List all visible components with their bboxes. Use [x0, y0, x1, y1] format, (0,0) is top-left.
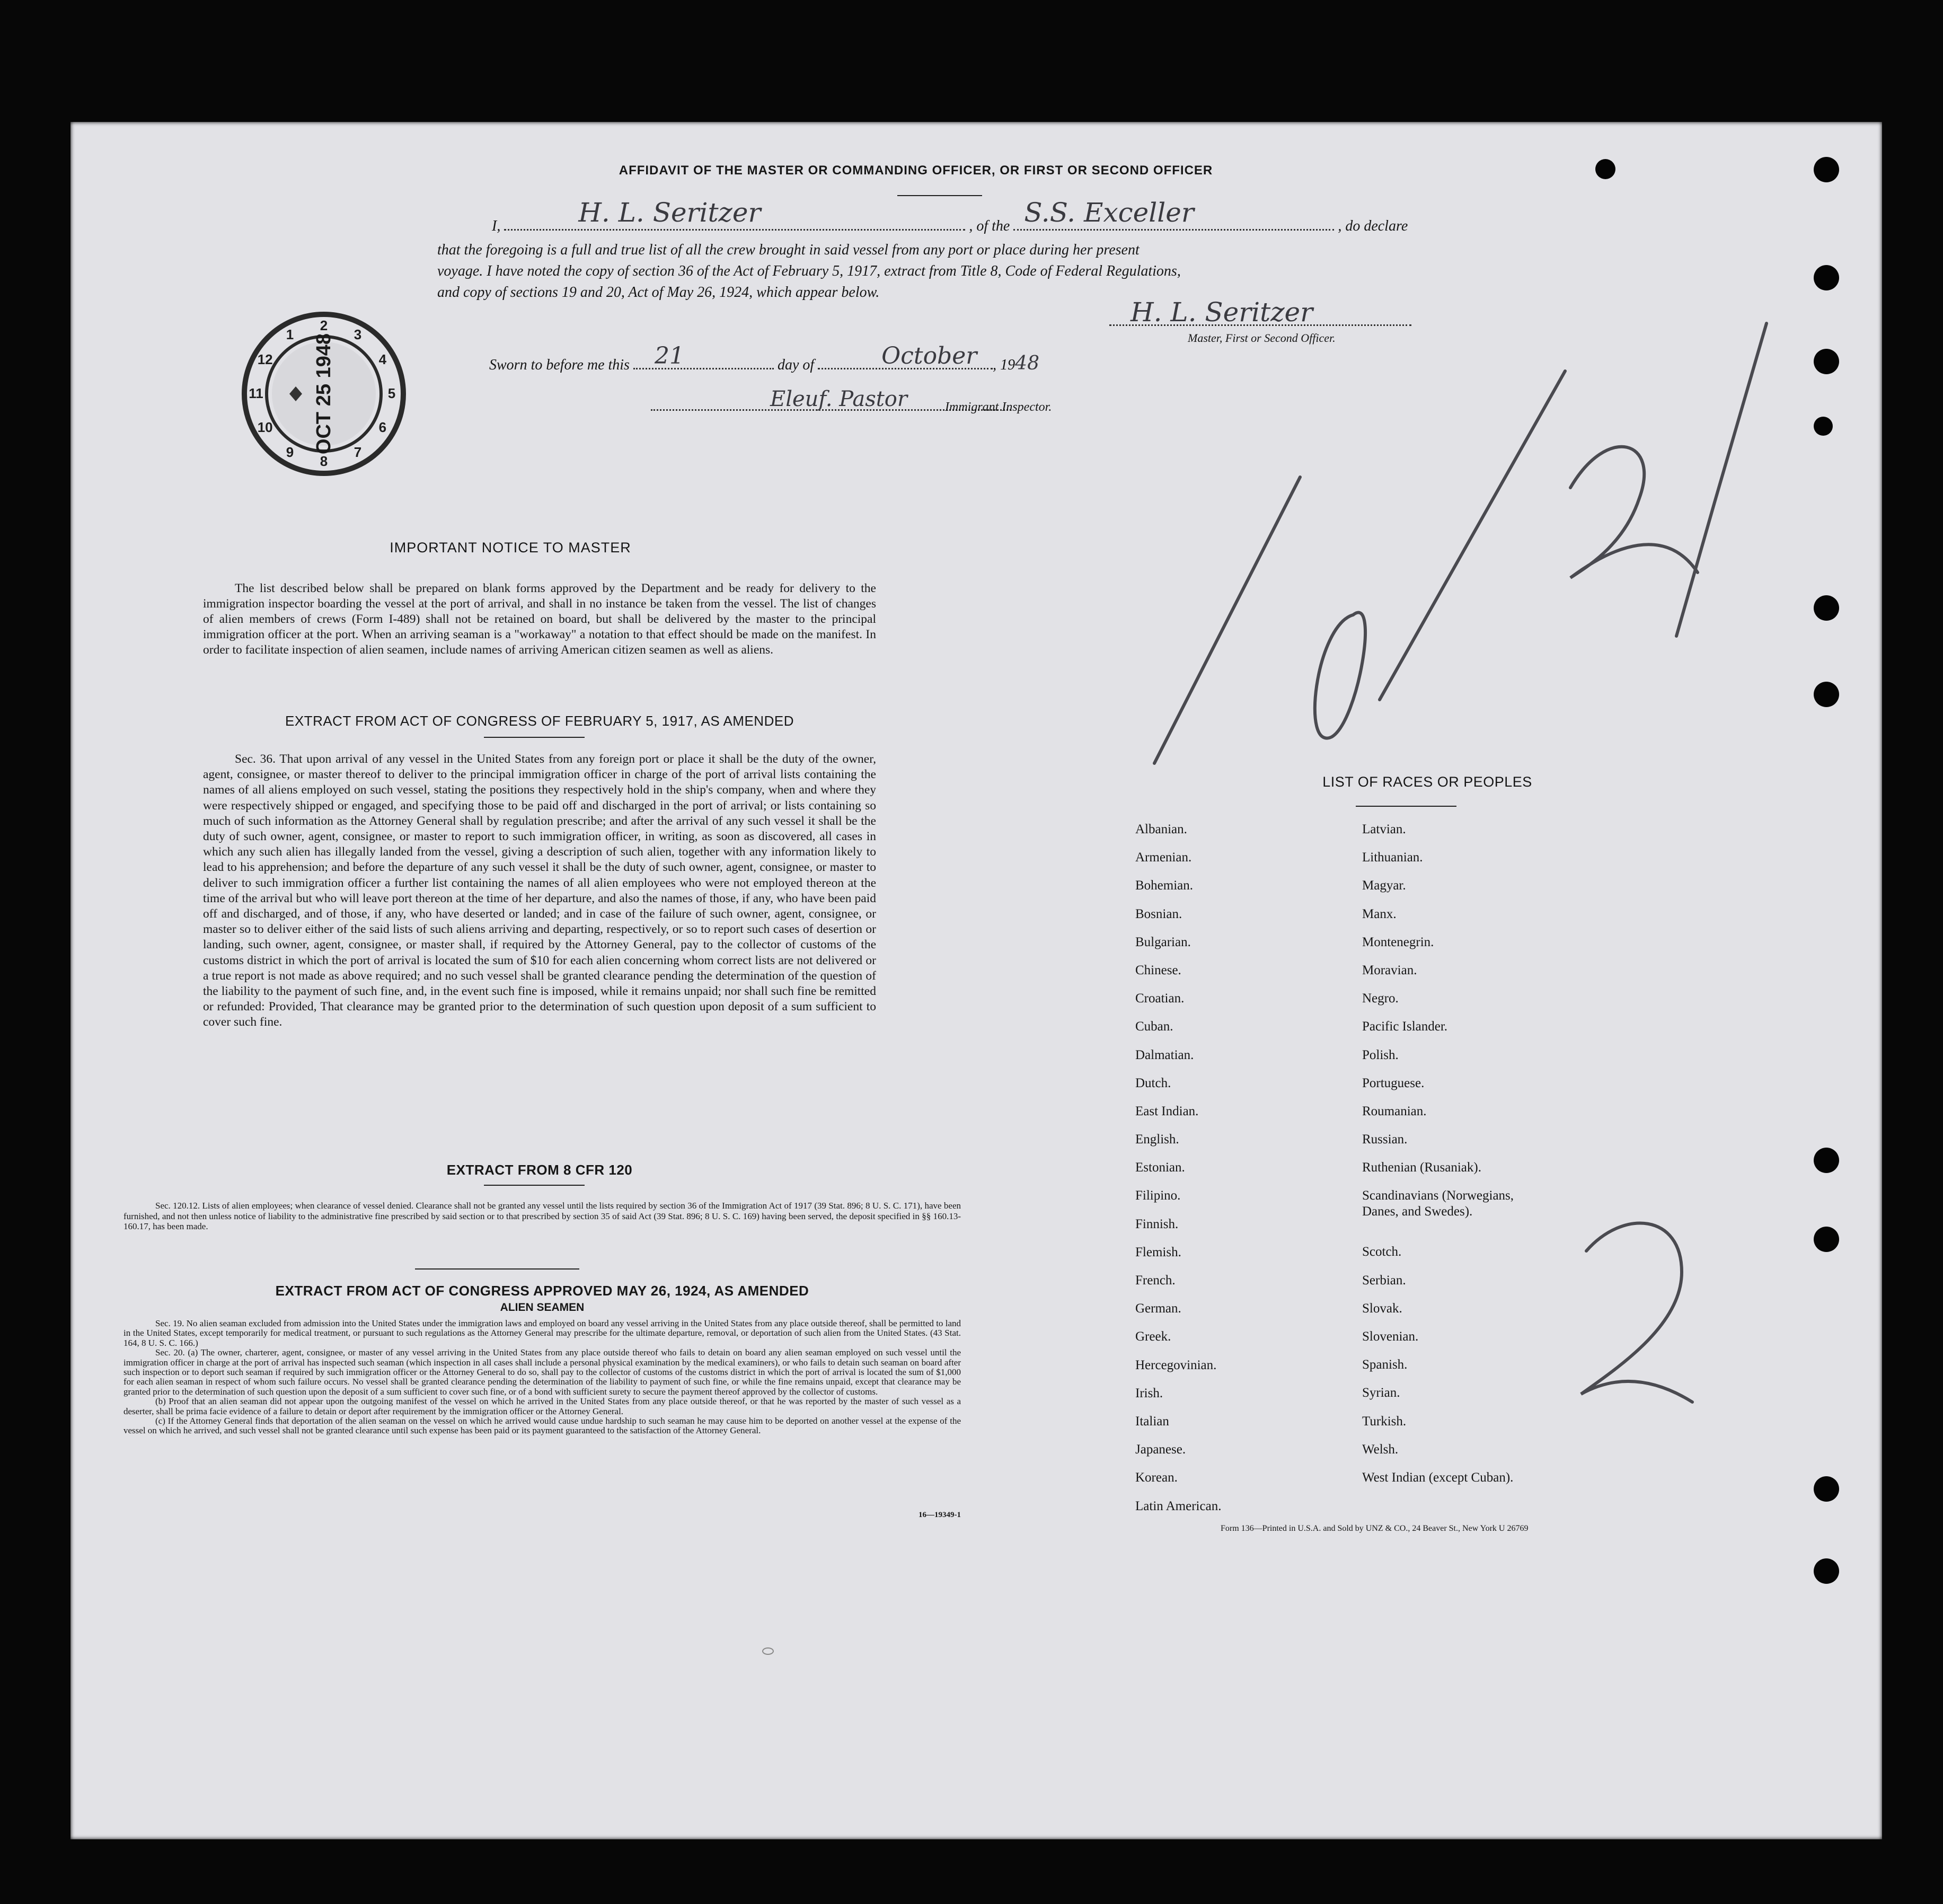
race-item: Cuban. — [1135, 1019, 1173, 1034]
race-item: Greek. — [1135, 1329, 1171, 1344]
extract-1917-title: EXTRACT FROM ACT OF CONGRESS OF FEBRUARY 5, 1917, AS AMENDED — [285, 713, 794, 729]
inspection-stamp — [239, 309, 409, 479]
race-item: Magyar. — [1362, 878, 1406, 893]
extract-cfr-title: EXTRACT FROM 8 CFR 120 — [446, 1162, 633, 1178]
race-item: East Indian. — [1135, 1104, 1199, 1118]
inspector-caption: Immigrant Inspector. — [945, 400, 1052, 414]
race-item: Japanese. — [1135, 1442, 1186, 1457]
race-item: Ruthenian (Rusaniak). — [1362, 1160, 1481, 1175]
affidavit-heading-rule — [897, 195, 982, 196]
stamp-date: OCT 25 1948 — [313, 333, 335, 455]
race-item: Roumanian. — [1362, 1104, 1427, 1118]
race-item: Negro. — [1362, 991, 1399, 1006]
vessel-field — [1013, 197, 1334, 231]
race-item: Latvian. — [1362, 822, 1406, 836]
sworn-day: 21 — [654, 342, 684, 369]
race-item: Chinese. — [1135, 963, 1181, 977]
race-item: Korean. — [1135, 1470, 1178, 1485]
race-item: West Indian (except Cuban). — [1362, 1470, 1514, 1485]
stamp-ring-number: 10 — [257, 419, 273, 435]
affidavit-line4: and copy of sections 19 and 20, Act of May 26, 1924, which appear below. — [437, 284, 880, 301]
affidavit-line1 — [492, 197, 1509, 239]
stamp-ring-number: 1 — [286, 327, 294, 343]
stamp-ring-number: 12 — [257, 351, 273, 367]
binder-hole — [1814, 595, 1839, 621]
binder-hole — [1814, 1558, 1839, 1584]
signer-handwritten: H. L. Seritzer — [578, 197, 761, 228]
binder-hole — [1814, 349, 1839, 374]
sworn-line — [489, 342, 1039, 374]
stamp-ring-number: 3 — [354, 327, 362, 343]
binder-hole — [1595, 159, 1615, 179]
of-the-label: , of the — [969, 218, 1010, 234]
race-item: Filipino. — [1135, 1188, 1181, 1203]
extract-1917-body: Sec. 36. That upon arrival of any vessel in the United States from any foreign port or place it shall be the duty of the owner, agent, consignee, or master thereof to deliver to the principal immigration officer in charge of the port of arrival lists containing the names of all aliens employed on such vessel, stating the positions they respectively hold in the ship's company, when and where they were respectively shipped or engaged, and specifying those to be paid off and discharged in the port of arrival; or lists containing so much of such information as the Attorney General shall by regulation prescribe; and after the arrival of any such vessel it shall be the duty of such owner, agent, consignee, or master to report to such immigration officer, in writing, as soon as discovered, all cases in which any such alien has illegally landed from the vessel, giving a description of such alien, together with any information likely to lead to his apprehension; and before the departure of any such vessel it shall be the duty of such owner, agent, consignee, or master to deliver to such immigration officer a further list containing the names of all alien employees who were not employed thereon at the time of the arrival but who will leave port thereon at the time of her departure, and also the names of those, if any, who have been paid off and discharged, and of those, if any, who have deserted or landed; and in case of the failure of such owner, agent, consignee, or master so to deliver either of the said lists of such aliens arriving and departing, respectively, or so to report such cases of desertion or landing, such owner, agent, consignee, or master shall, if required by the Attorney General, pay to the collector of customs of the customs district in which the port of arrival is located the sum of $10 for each alien concerning whom correct lists are not delivered or a true report is not made as above required; and no such vessel shall be granted clearance pending the determination of the question of the liability to the payment of such fine, and, in the event such fine is imposed, while it remains unpaid; nor shall such fine be remitted or refunded: Provided, That clearance may be granted prior to the determination of such question upon deposit of a sum sufficient to cover such fine. — [203, 752, 876, 1029]
manifest-page — [70, 122, 1882, 1839]
race-item: German. — [1135, 1301, 1181, 1316]
race-item: Manx. — [1362, 906, 1397, 921]
race-item: Spanish. — [1362, 1358, 1408, 1372]
race-item: Croatian. — [1135, 991, 1185, 1006]
extract-cfr-rule — [484, 1185, 585, 1186]
master-signature-caption: Master, First or Second Officer. — [1188, 331, 1336, 345]
race-item: Scotch. — [1362, 1245, 1402, 1259]
sec-19: Sec. 19. No alien seaman excluded from admission into the United States under the immigration laws and employed on board any vessel arriving in the United States from any place outside thereof, shall be permitted to land in the United States, except temporarily for medical treatment, or pursuant to such regulations as the Attorney General may prescribe for the ultimate departure, removal, or deportation of such alien from the United States. (43 Stat. 164, 8 U. S. C. 166.) — [123, 1318, 961, 1348]
day-of-label: day of — [777, 357, 815, 373]
race-item: English. — [1135, 1132, 1179, 1147]
race-item: Armenian. — [1135, 850, 1192, 865]
master-signature: H. L. Seritzer — [1131, 297, 1313, 328]
race-item: Dutch. — [1135, 1076, 1171, 1090]
race-item: Scandinavians (Norwegians, Danes, and Swedes). — [1362, 1188, 1514, 1219]
notice-body: The list described below shall be prepared on blank forms approved by the Department and be ready for delivery to the immigration inspector boarding the vessel at the port of arrival, and shall in no instance be taken from the vessel. The list of changes of alien members of crews (Form I-489) shall not be retained on board, but shall be delivered by the master to the principal immigration officer at the port. When an arriving seaman is a "workaway" a notation to that effect should be made on the manifest. In order to facilitate inspection of alien seamen, include names of arriving American citizen seamen as well as aliens. — [203, 581, 876, 657]
race-item: Bohemian. — [1135, 878, 1194, 893]
inspector-signature: Eleuf. Pastor — [770, 387, 908, 411]
year-prefix: , 19 — [993, 357, 1015, 373]
extract-1924-subtitle: ALIEN SEAMEN — [500, 1301, 585, 1314]
binder-hole — [1814, 157, 1839, 182]
extract-1924-top-rule — [415, 1268, 579, 1270]
binder-hole — [1814, 1148, 1839, 1173]
race-item: Moravian. — [1362, 963, 1417, 977]
stamp-ring-number: 2 — [320, 318, 328, 333]
races-column-1 — [1135, 822, 1363, 1527]
race-item: Serbian. — [1362, 1273, 1406, 1288]
stamp-ring-number: 9 — [286, 444, 294, 460]
stamp-ring-number: 11 — [249, 385, 263, 401]
race-item: Syrian. — [1362, 1386, 1400, 1400]
notice-title: IMPORTANT NOTICE TO MASTER — [390, 540, 631, 556]
sworn-day-field — [633, 342, 774, 369]
signer-field — [504, 197, 965, 231]
stamp-ring-number: 6 — [378, 419, 387, 435]
large-date-annotation — [1131, 318, 1820, 795]
extract-1917-rule — [484, 737, 585, 738]
sec-20c: (c) If the Attorney General finds that deportation of the alien seaman on the vessel on which he arrived would cause undue hardship to such seaman he may cause him to be deported on another vessel at the expense of the vessel on which he arrived, and such vessel shall not be granted clearance until such expense has been paid or its payment guaranteed to the satisfaction of the Attorney General. — [123, 1416, 961, 1436]
race-item: Polish. — [1362, 1047, 1399, 1062]
race-item: Slovak. — [1362, 1301, 1402, 1316]
i-label: I, — [492, 218, 501, 234]
race-item: Hercegovinian. — [1135, 1358, 1217, 1372]
race-item: Finnish. — [1135, 1217, 1179, 1231]
sworn-month: October — [881, 342, 977, 369]
race-item: Estonian. — [1135, 1160, 1185, 1175]
stamp-ring-number: 8 — [320, 453, 328, 469]
year-handwritten: 48 — [1015, 352, 1039, 374]
race-item: Flemish. — [1135, 1245, 1181, 1259]
race-item: Bosnian. — [1135, 906, 1182, 921]
race-item: French. — [1135, 1273, 1176, 1288]
binder-hole — [1814, 417, 1833, 436]
stamp-ring-number: 5 — [387, 385, 396, 401]
extract-cfr-body: Sec. 120.12. Lists of alien employees; when clearance of vessel denied. Clearance shall not be granted any vessel until the lists required by section 36 of the Immigration Act of 1917 (39 Stat. 896; 8 U. S. C. 171), have been furnished, and not then unless notice of liability to the administrative fine prescribed by said section or to that prescribed by section 35 of said Act (39 Stat. 896; 8 U. S. C. 169) having been served, the deposit specified in §§ 160.13-160.17, has been made. — [123, 1201, 961, 1231]
races-title-rule — [1356, 806, 1456, 807]
form-number: 16—19349-1 — [918, 1511, 961, 1519]
races-column-2 — [1362, 822, 1590, 1498]
race-item: Lithuanian. — [1362, 850, 1423, 865]
sec-20a: Sec. 20. (a) The owner, charterer, agent, consignee, or master of any vessel arriving in the United States from any place outside thereof who fails to detain on board any alien seaman employed on such vessel until the immigration officer in charge at the port of arrival has inspected such seaman (which inspection in all cases shall include a personal physical examination by the medical examiners), or who fails to detain such seaman on board after such inspection or to deport such seaman if required by such immigration officer or the Attorney General to do so, shall pay to the collector of customs of the customs district in which the port of arrival is located the sum of $1,000 for each alien seaman in respect of whom such failure occurs. No vessel shall be granted clearance pending the determination of the liability to payment of such fine, or while the fine remains unpaid, except that clearance may be granted prior to the determination of such question upon the deposit of a sum sufficient to cover such fine, or of a bond with sufficient surety to secure the payment thereof approved by the collector of customs. — [123, 1347, 961, 1397]
race-item: Dalmatian. — [1135, 1047, 1194, 1062]
stamp-ring-number: 4 — [378, 351, 387, 367]
race-item: Montenegrin. — [1362, 935, 1434, 949]
printer-imprint: Form 136—Printed in U.S.A. and Sold by UNZ & CO., 24 Beaver St., New York U 26769 — [1221, 1524, 1529, 1533]
races-title: LIST OF RACES OR PEOPLES — [1322, 774, 1532, 790]
do-declare-label: , do declare — [1338, 218, 1408, 234]
binder-hole — [1814, 265, 1839, 290]
stamp-ring-number: 7 — [354, 444, 362, 460]
vessel-handwritten: S.S. Exceller — [1024, 197, 1194, 228]
extract-1924-title: EXTRACT FROM ACT OF CONGRESS APPROVED MAY 26, 1924, AS AMENDED — [275, 1283, 809, 1299]
binder-hole — [1814, 1476, 1839, 1502]
race-item: Portuguese. — [1362, 1076, 1425, 1090]
race-item: Russian. — [1362, 1132, 1408, 1147]
race-item: Irish. — [1135, 1386, 1163, 1400]
race-item: Welsh. — [1362, 1442, 1399, 1457]
race-item: Pacific Islander. — [1362, 1019, 1448, 1034]
sec-20b: (b) Proof that an alien seaman did not appear upon the outgoing manifest of the vessel on which he arrived in the United States from any place outside thereof, or that he was reported by the master of such vessel as a deserter, shall be prima facie evidence of a failure to detain or deport after requirement by the immigration officer or the Attorney General. — [123, 1396, 961, 1416]
binder-hole — [1814, 1227, 1839, 1252]
race-item: Latin American. — [1135, 1498, 1222, 1513]
race-item: Bulgarian. — [1135, 935, 1191, 949]
race-item: Italian — [1135, 1414, 1169, 1429]
paper-speck — [762, 1647, 774, 1655]
race-item: Albanian. — [1135, 822, 1187, 836]
affidavit-line2: that the foregoing is a full and true list of all the crew brought in said vessel from any port or place during her present — [437, 242, 1140, 258]
sworn-label: Sworn to before me this — [489, 357, 630, 373]
binder-hole — [1814, 682, 1839, 707]
affidavit-heading: AFFIDAVIT OF THE MASTER OR COMMANDING OFFICER, OR FIRST OR SECOND OFFICER — [619, 163, 1213, 178]
race-item: Slovenian. — [1362, 1329, 1419, 1344]
sworn-month-field — [818, 342, 993, 369]
race-item: Turkish. — [1362, 1414, 1407, 1429]
extract-1924-body — [123, 1319, 961, 1436]
affidavit-line3: voyage. I have noted the copy of section 36 of the Act of February 5, 1917, extract from Title 8, Code of Federal Regulations, — [437, 263, 1181, 279]
